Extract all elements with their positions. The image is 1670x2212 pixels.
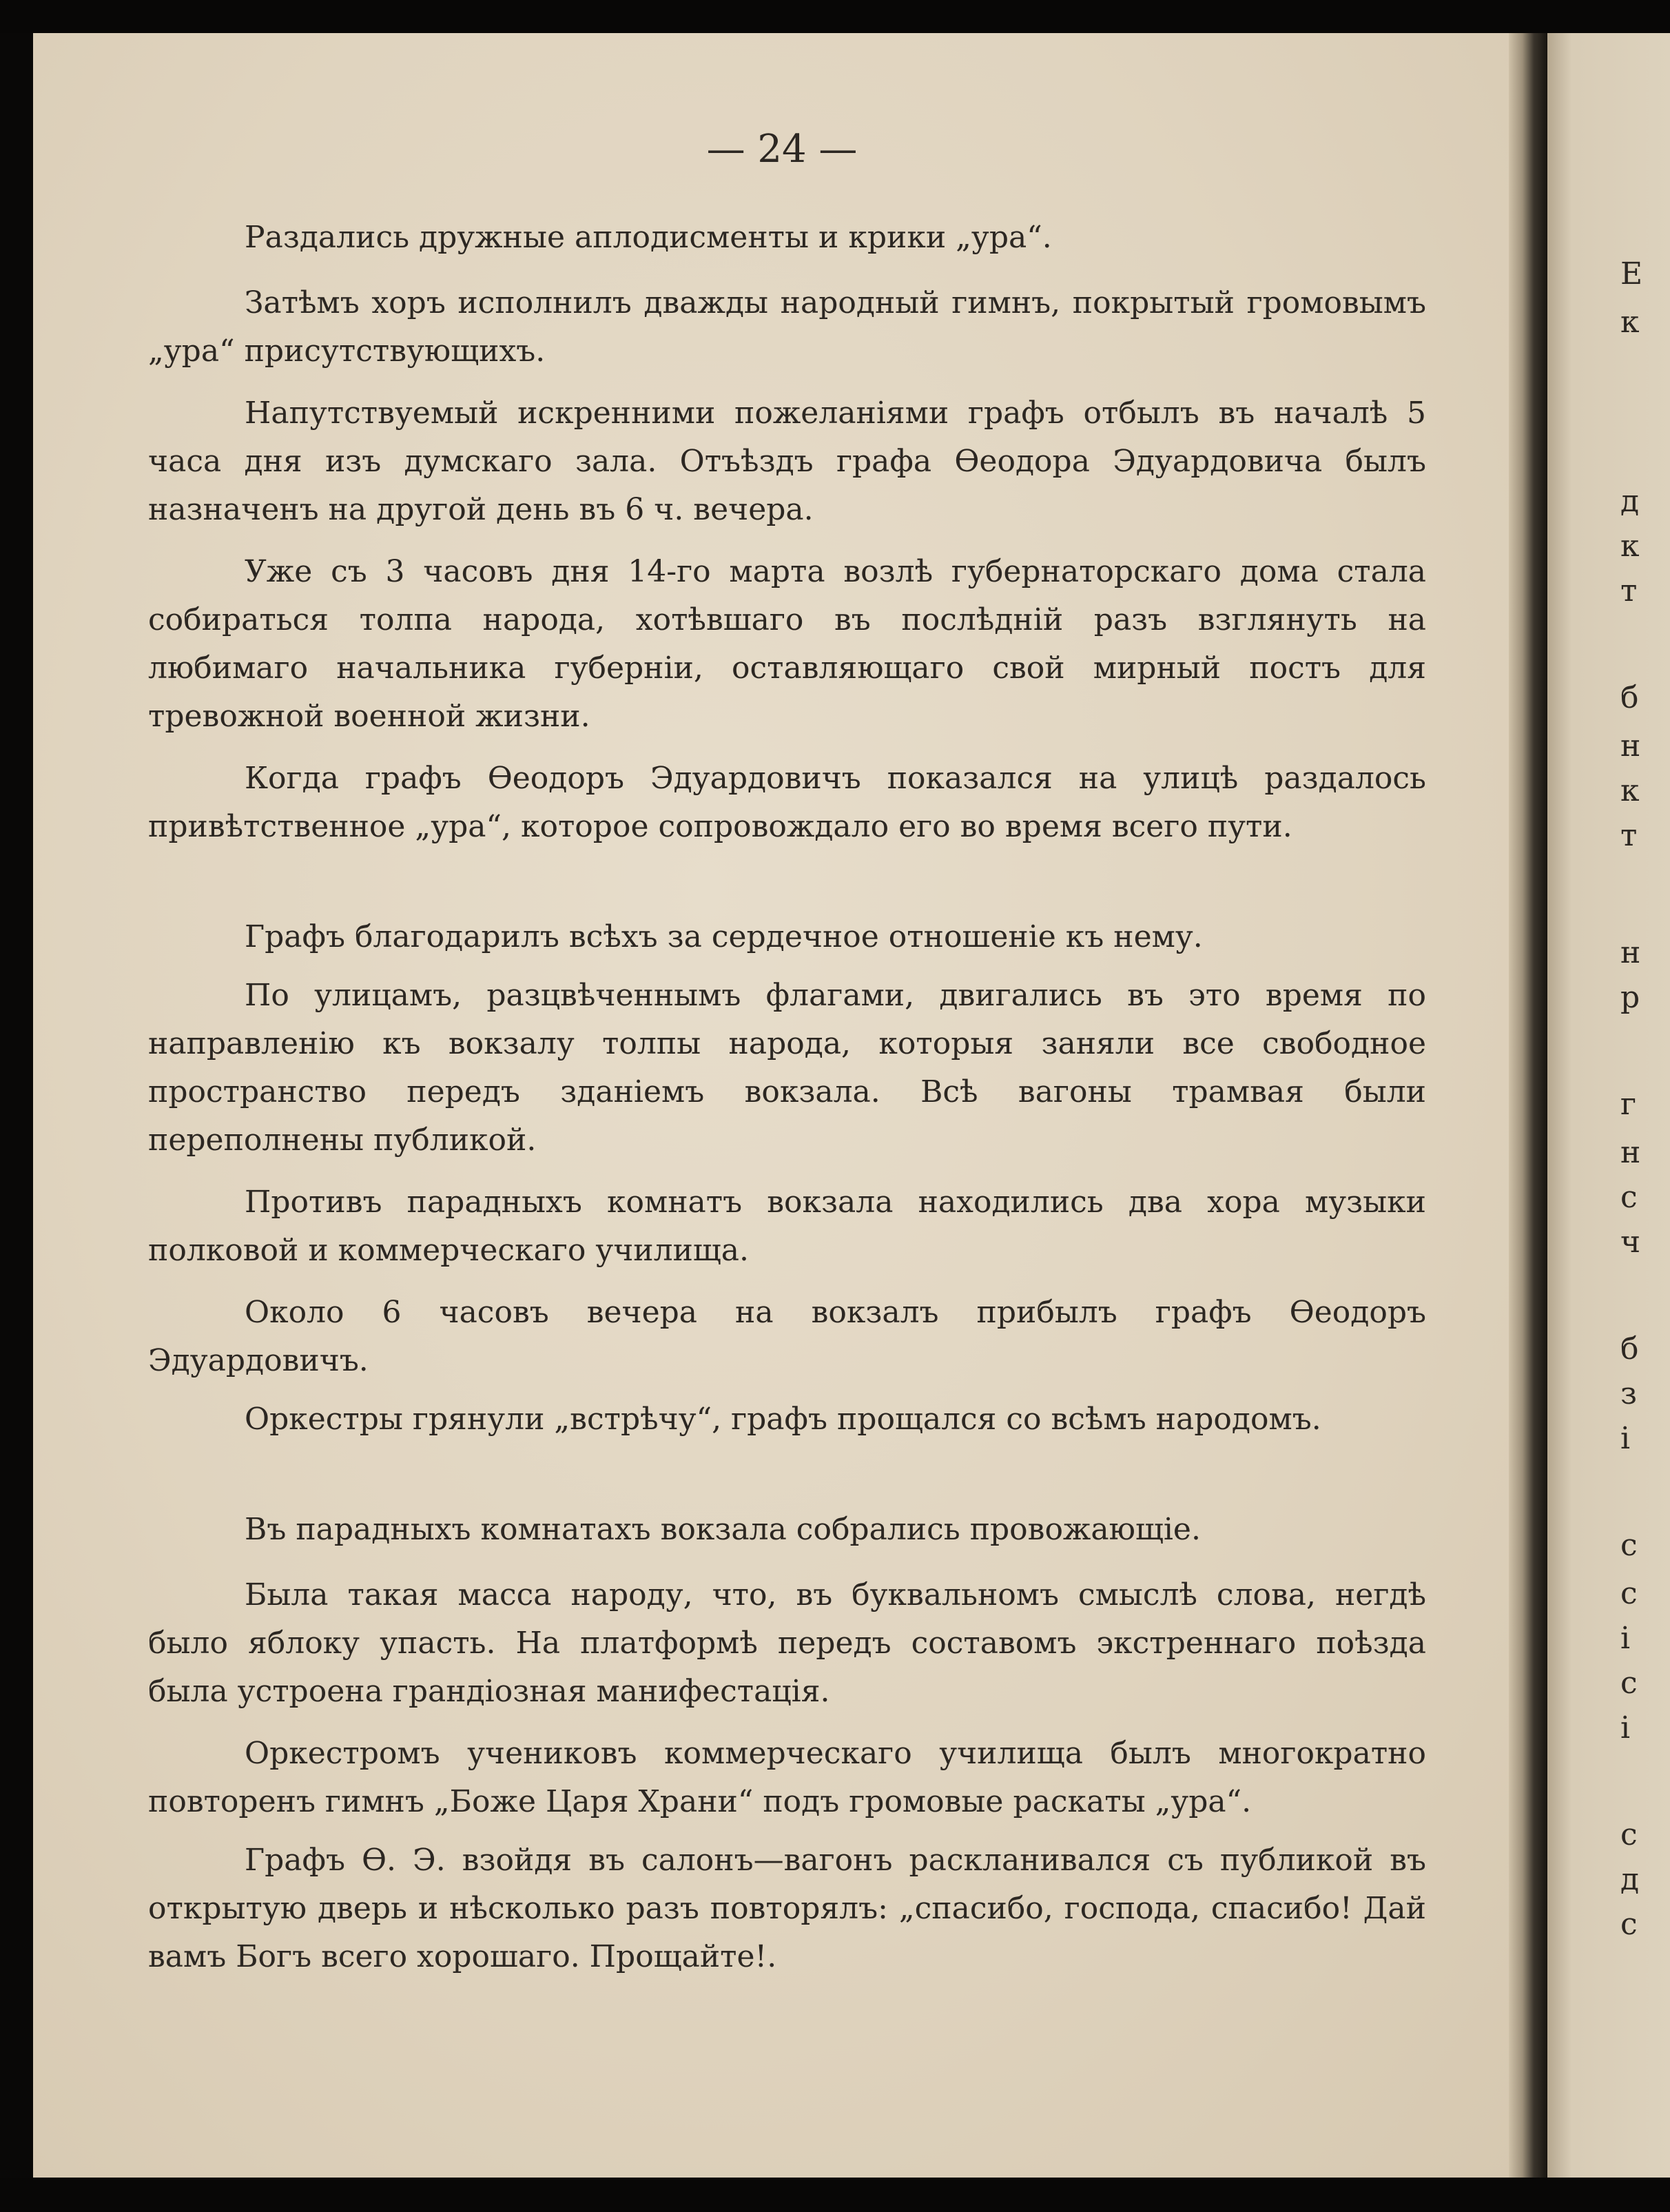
right-page-letter: с (1620, 1180, 1638, 1215)
paragraph: Была такая масса народу, что, въ буквальномъ смыслѣ слова, негдѣ было яблоку упасть. На платформѣ передъ составомъ экстреннаго поѣзда была устроена грандіозная манифестація. (148, 1577, 1426, 1709)
right-page-letter: к (1620, 773, 1640, 808)
page-number: — 24 — (706, 127, 858, 172)
paragraph: Уже съ 3 часовъ дня 14-го марта возлѣ губернаторскаго дома стала собираться толпа народа, хотѣвшаго въ послѣдній разъ взглянуть на любимаго начальника губерніи, оставляющаго свой мирный постъ для тревожной военной жизни. (148, 554, 1426, 734)
right-page-letter: н (1620, 1135, 1641, 1170)
right-page-letter: і (1620, 1710, 1631, 1745)
right-page-letter: т (1620, 573, 1638, 608)
paragraph: Раздались дружные аплодисменты и крики „ура“. (245, 220, 1052, 255)
paragraph: Оркестромъ учениковъ коммерческаго училища былъ многократно повторенъ гимнъ „Боже Царя Храни“ подъ громовые раскаты „ура“. (148, 1736, 1426, 1819)
right-page-letter: с (1620, 1666, 1638, 1701)
right-page-letter: н (1620, 935, 1641, 970)
right-page-letter: д (1620, 1862, 1640, 1897)
paragraph: Графъ Ѳ. Э. взойдя въ салонъ—вагонъ раскланивался съ публикой въ открытую дверь и нѣсколько разъ повторялъ: „спасибо, господа, спасибо! Дай вамъ Богъ всего хорошаго. Прощайте!. (148, 1843, 1426, 1974)
right-page-letter: б (1620, 680, 1639, 715)
right-page-letter: т (1620, 818, 1638, 853)
paragraph: Въ парадныхъ комнатахъ вокзала собрались провожающіе. (245, 1512, 1201, 1547)
paragraph: Оркестры грянули „встрѣчу“, графъ прощался со всѣмъ народомъ. (245, 1402, 1321, 1437)
paragraph: Графъ благодарилъ всѣхъ за сердечное отношеніе къ нему. (245, 919, 1203, 954)
right-page-letter: з (1620, 1376, 1637, 1411)
book-gutter (1509, 33, 1547, 2178)
scan-border-top (0, 0, 1670, 33)
right-page-letter: с (1620, 1817, 1638, 1852)
right-page-letter: ч (1620, 1225, 1641, 1260)
right-page-letter: г (1620, 1087, 1637, 1122)
right-page-letter: к (1620, 529, 1640, 564)
scan-border-bottom (0, 2178, 1670, 2212)
right-page-letter: с (1620, 1907, 1638, 1942)
paragraph: По улицамъ, разцвѣченнымъ флагами, двигались въ это время по направленію къ вокзалу толпы народа, которыя заняли все свободное пространство передъ зданіемъ вокзала. Всѣ вагоны трамвая были переполнены публикой. (148, 978, 1426, 1158)
right-page-letter: с (1620, 1528, 1638, 1563)
paragraph: Когда графъ Ѳеодоръ Эдуардовичъ показался на улицѣ раздалось привѣтственное „ура“, которое сопровождало его во время всего пути. (148, 761, 1426, 844)
paragraph: Противъ парадныхъ комнатъ вокзала находились два хора музыки полковой и коммерческаго училища. (148, 1185, 1426, 1268)
paragraph: Напутствуемый искренними пожеланіями графъ отбылъ въ началѣ 5 часа дня изъ думскаго зала. Отъѣздъ графа Ѳеодора Эдуардовича былъ назначенъ на другой день въ 6 ч. вечера. (148, 396, 1426, 527)
right-page-letter: к (1620, 305, 1640, 340)
paragraph: Около 6 часовъ вечера на вокзалъ прибылъ графъ Ѳеодоръ Эдуардовичъ. (148, 1295, 1426, 1378)
right-page-letter: н (1620, 728, 1641, 764)
right-page-letter: р (1620, 980, 1640, 1015)
scan-border-left (0, 0, 33, 2212)
right-page-edge (1547, 33, 1670, 2178)
right-page-letter: і (1620, 1621, 1631, 1656)
right-page-letter: д (1620, 484, 1640, 519)
right-page-letter: с (1620, 1576, 1638, 1611)
right-page-letter: Е (1620, 256, 1643, 291)
right-page-letter: і (1620, 1421, 1631, 1456)
right-page-letter: б (1620, 1331, 1639, 1366)
paragraph: Затѣмъ хоръ исполнилъ дважды народный гимнъ, покрытый громовымъ „ура“ присутствующихъ. (148, 285, 1426, 369)
